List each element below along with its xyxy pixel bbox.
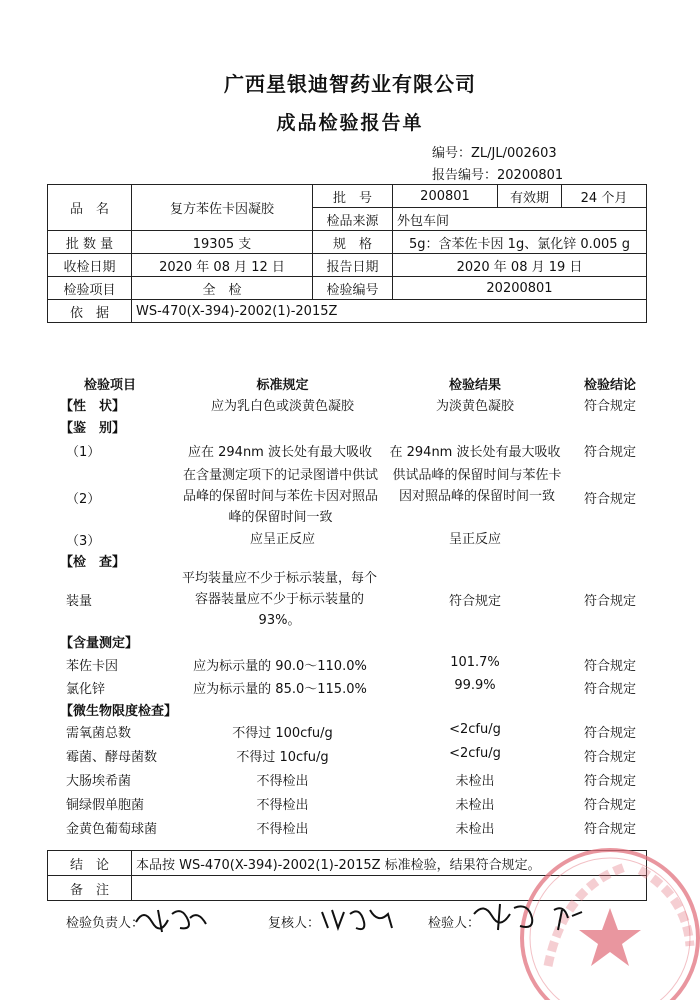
aerobic-conclusion: 符合规定 bbox=[583, 726, 636, 741]
appearance-standard: 应为乳白色或淡黄色凝胶 bbox=[210, 399, 354, 414]
benzocaine-label: 苯佐卡因 bbox=[66, 659, 119, 674]
product-name-label: 品 名 bbox=[48, 185, 132, 231]
inspector-label: 检验人： bbox=[428, 916, 481, 931]
pseudomonas-label: 铜绿假单胞菌 bbox=[66, 798, 145, 813]
company-name: 广西星银迪智药业有限公司 bbox=[224, 72, 476, 96]
benzocaine-result: 101.7% bbox=[450, 655, 500, 670]
mold-yeast-standard: 不得过 10cfu/g bbox=[236, 750, 329, 765]
section-identification: 【鉴 别】 bbox=[60, 421, 126, 436]
report-title: 成品检验报告单 bbox=[276, 112, 424, 134]
zinc-chloride-label: 氯化锌 bbox=[66, 682, 106, 697]
test-number-value: 20200801 bbox=[393, 277, 647, 300]
basis-label: 依 据 bbox=[48, 300, 132, 323]
zinc-chloride-standard: 应为标示量的 85.0～115.0% bbox=[193, 682, 367, 697]
mold-yeast-conclusion: 符合规定 bbox=[583, 750, 636, 765]
received-date-label: 收检日期 bbox=[48, 254, 132, 277]
ident2-conclusion: 符合规定 bbox=[583, 492, 636, 507]
staph-label: 金黄色葡萄球菌 bbox=[66, 822, 158, 837]
pseudomonas-standard: 不得检出 bbox=[256, 798, 309, 813]
section-appearance: 【性 状】 bbox=[60, 399, 126, 414]
appearance-conclusion: 符合规定 bbox=[583, 399, 636, 414]
staph-standard: 不得检出 bbox=[256, 822, 309, 837]
lead-inspector-label: 检验负责人： bbox=[66, 916, 145, 931]
batch-value: 200801 bbox=[393, 185, 498, 208]
ident3-result: 呈正反应 bbox=[448, 532, 501, 547]
fill-label: 装量 bbox=[66, 594, 93, 609]
ident1-standard: 应在 294nm 波长处有最大吸收 bbox=[188, 445, 372, 460]
ecoli-label: 大肠埃希菌 bbox=[66, 774, 132, 789]
appearance-result: 为淡黄色凝胶 bbox=[435, 399, 514, 414]
aerobic-result: <2cfu/g bbox=[449, 722, 501, 737]
ident3-label: （3） bbox=[66, 534, 101, 549]
expiry-value: 24 个月 bbox=[562, 185, 647, 208]
staph-conclusion: 符合规定 bbox=[583, 822, 636, 837]
benzocaine-conclusion: 符合规定 bbox=[583, 659, 636, 674]
report-number: 报告编号：20200801 bbox=[432, 168, 564, 183]
quantity-value: 19305 支 bbox=[132, 231, 313, 254]
spec-label: 规 格 bbox=[313, 231, 393, 254]
document-code: 编号：ZL/JL/002603 bbox=[432, 146, 557, 161]
basis-value: WS-470(X-394)-2002(1)-2015Z bbox=[132, 300, 647, 323]
source-value: 外包车间 bbox=[393, 208, 647, 231]
quantity-label: 批 数 量 bbox=[48, 231, 132, 254]
mold-yeast-result: <2cfu/g bbox=[449, 746, 501, 761]
report-date-value: 2020 年 08 月 19 日 bbox=[393, 254, 647, 277]
col-standard-header: 标准规定 bbox=[256, 378, 309, 393]
ident1-conclusion: 符合规定 bbox=[583, 445, 636, 460]
fill-conclusion: 符合规定 bbox=[583, 594, 636, 609]
col-result-header: 检验结果 bbox=[448, 378, 501, 393]
report-date-label: 报告日期 bbox=[313, 254, 393, 277]
benzocaine-standard: 应为标示量的 90.0～110.0% bbox=[193, 659, 367, 674]
test-number-label: 检验编号 bbox=[313, 277, 393, 300]
fill-standard: 平均装量应不少于标示装量，每个容器装量应不少于标示装量的93%。 bbox=[181, 571, 377, 628]
lead-inspector-signature bbox=[132, 904, 210, 936]
pseudomonas-conclusion: 符合规定 bbox=[583, 798, 636, 813]
mold-yeast-label: 霉菌、酵母菌数 bbox=[66, 750, 158, 765]
pseudomonas-result: 未检出 bbox=[455, 798, 495, 813]
col-conclusion-header: 检验结论 bbox=[583, 378, 636, 393]
section-microbial-limit: 【微生物限度检查】 bbox=[60, 704, 178, 719]
test-item-value: 全 检 bbox=[132, 277, 313, 300]
product-name-value: 复方苯佐卡因凝胶 bbox=[132, 185, 313, 231]
section-inspection: 【检 查】 bbox=[60, 555, 126, 570]
ecoli-conclusion: 符合规定 bbox=[583, 774, 636, 789]
product-info-table bbox=[47, 184, 647, 323]
section-assay: 【含量测定】 bbox=[60, 636, 139, 651]
reviewer-signature bbox=[318, 904, 396, 934]
test-item-label: 检验项目 bbox=[48, 277, 132, 300]
reviewer-label: 复核人： bbox=[268, 916, 321, 931]
aerobic-label: 需氧菌总数 bbox=[66, 726, 132, 741]
ident1-label: （1） bbox=[66, 445, 101, 460]
source-label: 检品来源 bbox=[313, 208, 393, 231]
col-item-header: 检验项目 bbox=[83, 378, 136, 393]
zinc-chloride-result: 99.9% bbox=[454, 678, 496, 693]
ecoli-result: 未检出 bbox=[455, 774, 495, 789]
batch-label: 批 号 bbox=[313, 185, 393, 208]
spec-value: 5g：含苯佐卡因 1g、氯化锌 0.005 g bbox=[393, 231, 647, 254]
ecoli-standard: 不得检出 bbox=[256, 774, 309, 789]
conclusion-label: 结 论 bbox=[48, 851, 132, 876]
ident2-result: 供试品峰的保留时间与苯佐卡因对照品峰的保留时间一致 bbox=[392, 468, 562, 504]
expiry-label: 有效期 bbox=[498, 185, 562, 208]
ident2-label: （2） bbox=[66, 492, 101, 507]
conclusion-value: 本品按 WS-470(X-394)-2002(1)-2015Z 标准检验，结果符合规定。 bbox=[132, 851, 647, 876]
fill-result: 符合规定 bbox=[448, 594, 501, 609]
aerobic-standard: 不得过 100cfu/g bbox=[232, 726, 333, 741]
ident2-standard: 在含量测定项下的记录图谱中供试品峰的保留时间与苯佐卡因对照品峰的保留时间一致 bbox=[182, 468, 378, 525]
remark-label: 备 注 bbox=[48, 876, 132, 901]
zinc-chloride-conclusion: 符合规定 bbox=[583, 682, 636, 697]
inspector-signature bbox=[470, 900, 586, 934]
staph-result: 未检出 bbox=[455, 822, 495, 837]
received-date-value: 2020 年 08 月 12 日 bbox=[132, 254, 313, 277]
ident3-standard: 应呈正反应 bbox=[249, 532, 315, 547]
ident1-result: 在 294nm 波长处有最大吸收 bbox=[389, 445, 561, 460]
